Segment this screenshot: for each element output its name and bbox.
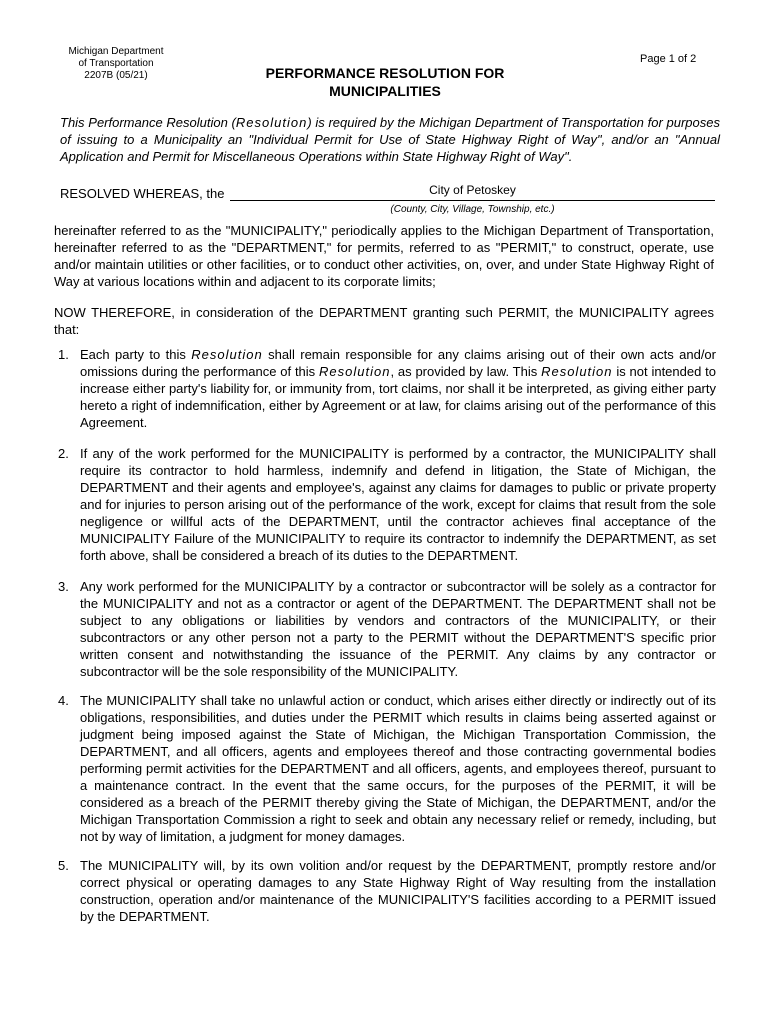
department-block xyxy=(56,46,176,82)
municipality-field-hint: (County, City, Village, Township, etc.) xyxy=(390,204,555,215)
list-item-number: 2. xyxy=(58,446,69,461)
department-name-line2: of Transportation xyxy=(78,58,154,69)
intro-paragraph xyxy=(60,114,720,165)
list-item-text: The MUNICIPALITY will, by its own volition and/or request by the DEPARTMENT, promptly restore and/or correct physical or operating damages to any State Highway Right of Way resulting from the installation construction, operation and/or maintenance of the MUNICIPALITY'S facilities according to a PERMIT issued by the DEPARTMENT. xyxy=(80,858,716,924)
item1-resolution-term: Resolution xyxy=(319,364,391,379)
title-line2: MUNICIPALITIES xyxy=(329,83,441,99)
list-item xyxy=(54,692,716,845)
list-item-text xyxy=(80,346,716,431)
list-item xyxy=(54,445,716,564)
now-therefore-paragraph: NOW THEREFORE, in consideration of the DEPARTMENT granting such PERMIT, the MUNICIPALITY agrees that: xyxy=(54,305,714,337)
hereinafter-paragraph: hereinafter referred to as the "MUNICIPALITY," periodically applies to the Michigan Department of Transportation, hereinafter referred to as the "DEPARTMENT," for permits, referred to as "PERMIT," to construct, operate, use and/or maintain utilities or other facilities, or to conduct other activities, on, over, and under State Highway Right of Way at various locations within and adjacent to its corporate limits; xyxy=(54,223,714,289)
intro-text-a: This Performance Resolution ( xyxy=(60,115,236,130)
item1-resolution-term: Resolution xyxy=(191,347,263,362)
item1-text-c: shall remain responsible for any claims arising out of their own acts and/or omissions during the performance of this xyxy=(80,347,716,379)
intro-resolution-term: Resolution xyxy=(235,115,308,130)
item1-resolution-term: Resolution xyxy=(541,364,613,379)
municipality-underline xyxy=(230,200,715,201)
list-item-number: 4. xyxy=(58,693,69,708)
list-item-number: 1. xyxy=(58,347,69,362)
municipality-name-field[interactable]: City of Petoskey xyxy=(429,183,516,197)
list-item xyxy=(54,346,716,431)
page-number: Page 1 of 2 xyxy=(640,53,697,65)
item1-text-g: is not intended to increase either party's liability for, or immunity from, tort claims, nor shall it be interpreted, as giving either party hereto a right of indemnification, either by Agreement or at law, for claims arising out of the performance of this Agreement. xyxy=(80,364,716,430)
list-item-text: If any of the work performed for the MUNICIPALITY is performed by a contractor, the MUNICIPALITY shall require its contractor to hold harmless, indemnify and defend in litigation, the State of Michigan, the DEPARTMENT and their agents and employee's, against any claims for damages to public or private property and for injuries to person arising out of the performance of the work, except for claims that result from the sole negligence or willful acts of the DEPARTMENT, until the contractor achieves final acceptance of the MUNICIPALITY Failure of the MUNICIPALITY to require its contractor to indemnify the DEPARTMENT, as set forth above, shall be considered a breach of its duties to the DEPARTMENT. xyxy=(80,446,716,563)
intro-text-c: ) is required by the Michigan Department of Transportation for purposes of issuing to a Municipality an "Individual Permit for Use of State Highway Right of Way", and/or an "Annual Application and Permit for Miscellaneous Operations within State Highway Right of Way". xyxy=(60,115,720,164)
item1-text-a: Each party to this xyxy=(80,347,192,362)
list-item-number: 5. xyxy=(58,858,69,873)
list-item-number: 3. xyxy=(58,579,69,594)
list-item-text: Any work performed for the MUNICIPALITY by a contractor or subcontractor will be solely as a contractor for the MUNICIPALITY and not as a contractor or agent of the DEPARTMENT. The DEPARTMENT shall not be subject to any obligations or liabilities by vendors and contractors of the MUNICIPALITY, or their subcontractors or any other person not a party to the PERMIT without the DEPARTMENT'S specific prior written consent and notwithstanding the issuance of the PERMIT. Any claims by any contractor or subcontractor will be the sole responsibility of the MUNICIPALITY. xyxy=(80,579,716,679)
resolved-label: RESOLVED WHEREAS, the xyxy=(60,186,225,201)
item1-text-e: , as provided by law. This xyxy=(390,364,542,379)
list-item xyxy=(54,857,716,925)
document-title xyxy=(200,64,570,100)
title-line1: PERFORMANCE RESOLUTION FOR xyxy=(265,65,505,81)
department-name-line1: Michigan Department xyxy=(68,46,164,57)
list-item-text: The MUNICIPALITY shall take no unlawful action or conduct, which arises either directly or indirectly out of its obligations, responsibilities, and duties under the PERMIT which results in claims being asserted against or judgment being imposed against the State of Michigan, the Michigan Transportation Commission, the DEPARTMENT, and all officers, agents and employees thereof and those contracting governmental bodies performing permit activities for the DEPARTMENT and all officers, agents, and employees thereof, pursuant to a maintenance contract. In the event that the same occurs, for the purposes of the PERMIT, it will be considered as a breach of the PERMIT thereby giving the State of Michigan, the DEPARTMENT, and/or the Michigan Transportation Commission a right to seek and obtain any necessary relief or remedy, including, but not by way of limitation, a judgment for money damages. xyxy=(80,693,716,844)
list-item xyxy=(54,578,716,680)
form-number: 2207B (05/21) xyxy=(84,70,148,81)
